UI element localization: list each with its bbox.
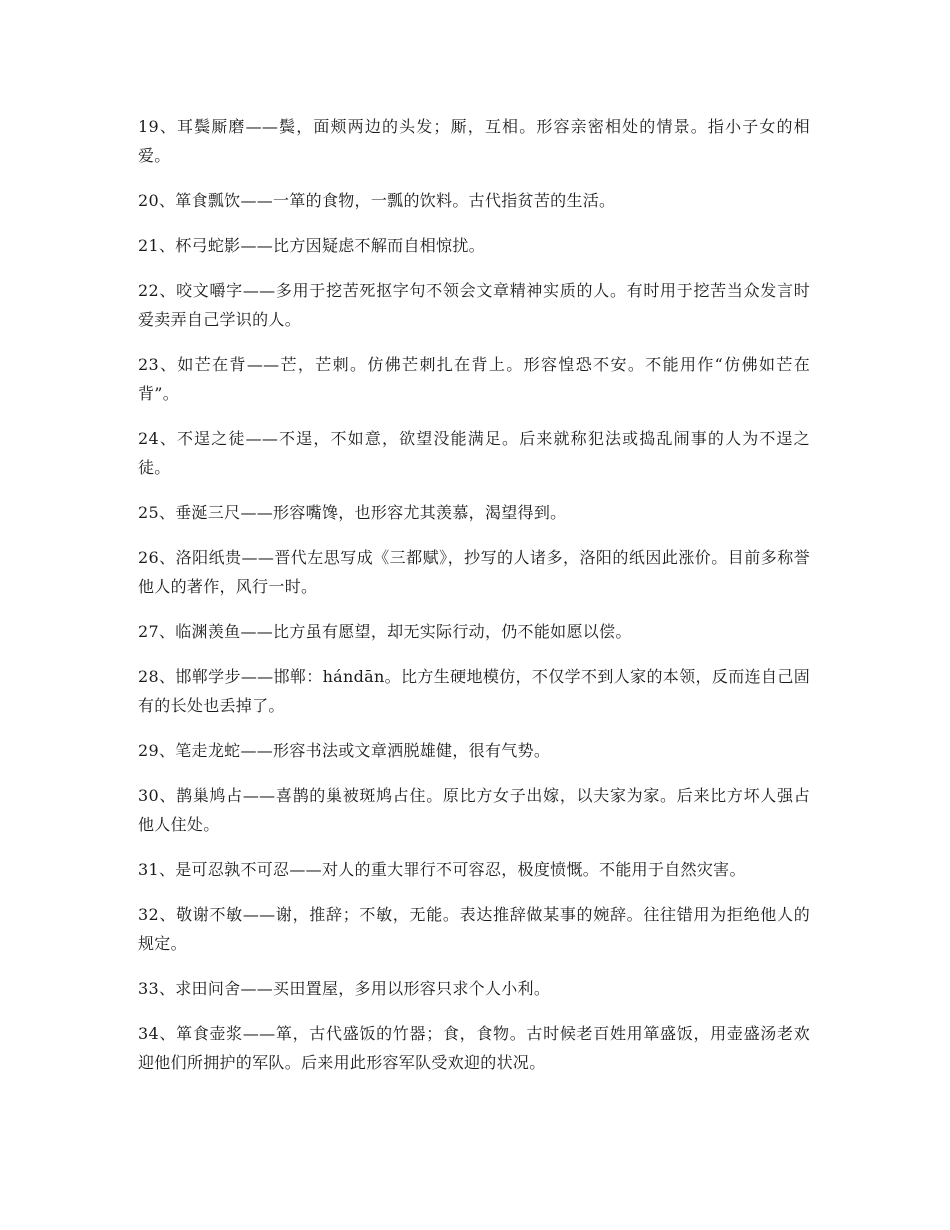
idiom-entry-31: 31、是可忍孰不可忍——对人的重大罪行不可容忍，极度愤慨。不能用于自然灾害。 [138,860,746,879]
idiom-entry-22: 22、咬文嚼字——多用于挖苦死抠字句不领会文章精神实质的人。有时用于挖苦当众发言时爱卖弄自己学识的人。 [138,281,810,329]
idiom-entry-30: 30、鹊巢鸠占——喜鹊的巢被斑鸠占住。原比方女子出嫁，以夫家为家。后来比方坏人强占他人住处。 [138,786,810,834]
idiom-entry-26: 26、洛阳纸贵——晋代左思写成《三都赋》，抄写的人诸多，洛阳的纸因此涨价。目前多称誉他人的著作，风行一时。 [138,548,810,596]
idiom-entry-24: 24、不逞之徒——不逞，不如意，欲望没能满足。后来就称犯法或捣乱闹事的人为不逞之徒。 [138,429,810,477]
idiom-entry-19: 19、耳鬓厮磨——鬓，面颊两边的头发；厮，互相。形容亲密相处的情景。指小子女的相爱。 [138,117,810,165]
idiom-entry-25: 25、垂涎三尺——形容嘴馋，也形容尤其羡慕，渴望得到。 [138,503,567,522]
idiom-list [138,112,810,1093]
idiom-entry-34: 34、箪食壶浆——箪，古代盛饭的竹器；食，食物。古时候老百姓用箪盛饭，用壶盛汤老欢迎他们所拥护的军队。后来用此形容军队受欢迎的状况。 [138,1024,810,1072]
idiom-entry-21: 21、杯弓蛇影——比方因疑虑不解而自相惊扰。 [138,236,485,255]
idiom-entry-23: 23、如芒在背——芒，芒刺。仿佛芒刺扎在背上。形容惶恐不安。不能用作“仿佛如芒在背”。 [138,355,810,403]
idiom-entry-20: 20、箪食瓢饮——一箪的食物，一瓢的饮料。古代指贫苦的生活。 [138,191,616,210]
idiom-entry-27: 27、临渊羡鱼——比方虽有愿望，却无实际行动，仍不能如愿以偿。 [138,622,632,641]
idiom-entry-29: 29、笔走龙蛇——形容书法或文章洒脱雄健，很有气势。 [138,741,551,760]
idiom-entry-33: 33、求田问舍——买田置屋，多用以形容只求个人小利。 [138,979,551,998]
idiom-entry-32: 32、敬谢不敏——谢，推辞；不敏，无能。表达推辞做某事的婉辞。往往错用为拒绝他人的规定。 [138,905,810,953]
idiom-entry-28: 28、邯郸学步——邯郸：hándān。比方生硬地模仿，不仅学不到人家的本领，反而连自己固有的长处也丢掉了。 [138,667,810,715]
